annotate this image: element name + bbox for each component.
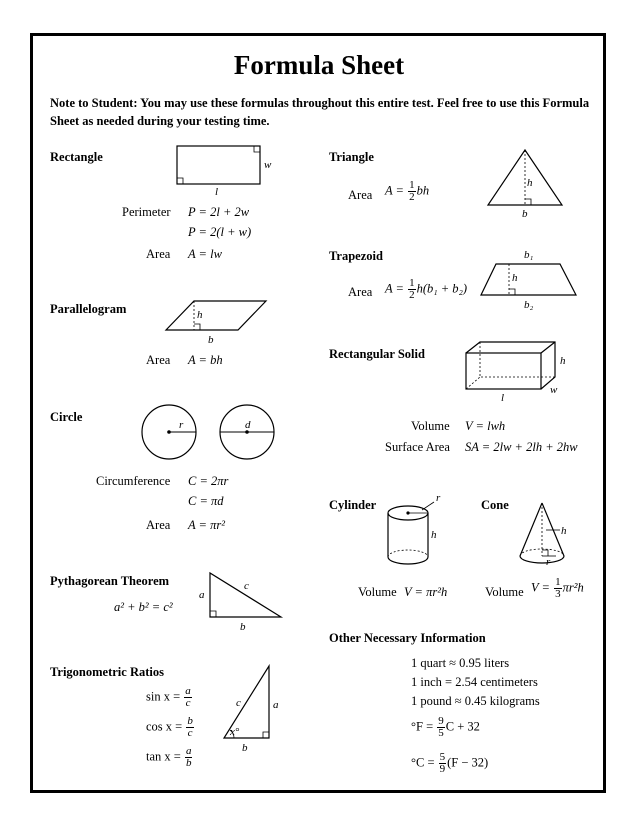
circle-circumference-1: C = 2πr (188, 474, 229, 488)
rectangular-solid-volume-label: Volume (411, 419, 450, 433)
triangle-area-formula: A = $\frac{1}{2}$ bh (385, 179, 430, 203)
circle-d-label: d (245, 419, 251, 431)
trapezoid-heading: Trapezoid (329, 249, 383, 263)
rectangle-heading: Rectangle (50, 150, 103, 164)
cone-heading: Cone (481, 498, 509, 512)
trig-c-label: c (236, 697, 241, 709)
triangle-area-label: Area (348, 188, 373, 202)
triangle-h-label: h (527, 177, 533, 189)
pythagorean-c-label: c (244, 580, 249, 592)
rectangular-solid-l-label: l (501, 392, 505, 404)
rectangle-perimeter-1: P = 2l + 2w (188, 205, 250, 219)
rectangle-area-formula: A = lw (188, 247, 222, 261)
parallelogram-area-formula: A = bh (188, 353, 223, 367)
trig-x-label: x° (230, 726, 240, 738)
rectangular-solid-heading: Rectangular Solid (329, 347, 425, 361)
trapezoid-b2-label: b₂ (524, 299, 534, 311)
pythagorean-a-label: a (199, 589, 205, 601)
other-info-heading: Other Necessary Information (329, 631, 486, 645)
pythagorean-heading: Pythagorean Theorem (50, 574, 170, 588)
cylinder-heading: Cylinder (329, 498, 377, 512)
trapezoid-area-label: Area (348, 285, 373, 299)
conversion-fahrenheit: °F = $\frac{9}{5}$ C + 32 (411, 715, 480, 739)
rectangular-solid-surface-area-label: Surface Area (385, 440, 450, 454)
trig-sin: sin x = $\frac{a}{c}$ (146, 685, 191, 709)
circle-heading: Circle (50, 410, 83, 424)
cylinder-volume-label: Volume (358, 585, 397, 599)
trapezoid-h-label: h (512, 272, 518, 284)
triangle-b-label: b (522, 208, 528, 220)
triangle-heading: Triangle (329, 150, 374, 164)
cone-volume-label: Volume (485, 585, 524, 599)
rectangular-solid-h-label: h (560, 355, 566, 367)
rectangular-solid-surface-area-formula: SA = 2lw + 2lh + 2hw (465, 440, 578, 454)
cylinder-r-label: r (436, 492, 441, 504)
rectangle-perimeter-label: Perimeter (122, 205, 171, 219)
trig-tan: tan x = $\frac{a}{b}$ (146, 745, 192, 769)
conversion-inch: 1 inch = 2.54 centimeters (411, 675, 538, 689)
rectangle-perimeter-2: P = 2(l + w) (188, 225, 252, 239)
rectangle-w-label: w (264, 159, 272, 171)
rectangular-solid-w-label: w (550, 384, 558, 396)
cylinder-volume-formula: V = πr²h (404, 585, 448, 599)
parallelogram-heading: Parallelogram (50, 302, 127, 316)
conversion-pound: 1 pound ≈ 0.45 kilograms (411, 694, 540, 708)
trapezoid-b1-label: b₁ (524, 249, 534, 261)
cone-r-label: r (546, 556, 551, 568)
circle-circumference-label: Circumference (96, 474, 171, 488)
note-to-student: Note to Student: You may use these formulas throughout this entire test. Feel free to use this Formula Sheet as needed during your testing time. (50, 96, 590, 128)
parallelogram-area-label: Area (146, 353, 171, 367)
cone-volume-formula: V = $\frac{1}{3}$ πr²h (531, 576, 584, 600)
conversion-quart: 1 quart ≈ 0.95 liters (411, 656, 510, 670)
circle-circumference-2: C = πd (188, 494, 224, 508)
trig-a-label: a (273, 699, 279, 711)
rectangle-l-label: l (215, 186, 219, 198)
rectangle-area-label: Area (146, 247, 171, 261)
cone-h-label: h (561, 525, 567, 537)
parallelogram-h-label: h (197, 309, 203, 321)
trapezoid-area-formula: A = $\frac{1}{2}$ h(b₁ + b₂) (385, 277, 468, 301)
pythagorean-b-label: b (240, 621, 246, 633)
circle-area-label: Area (146, 518, 171, 532)
trig-b-label: b (242, 742, 248, 754)
rectangular-solid-volume-formula: V = lwh (465, 419, 506, 433)
trig-cos: cos x = $\frac{b}{c}$ (146, 715, 193, 739)
cylinder-h-label: h (431, 529, 437, 541)
page-title: Formula Sheet (233, 50, 405, 80)
trig-heading: Trigonometric Ratios (50, 665, 164, 679)
pythagorean-formula: a² + b² = c² (114, 600, 173, 614)
circle-r-label: r (179, 419, 184, 431)
parallelogram-b-label: b (208, 334, 214, 346)
circle-area-formula: A = πr² (188, 518, 225, 532)
conversion-celsius: °C = $\frac{5}{9}$ (F − 32) (411, 751, 489, 775)
